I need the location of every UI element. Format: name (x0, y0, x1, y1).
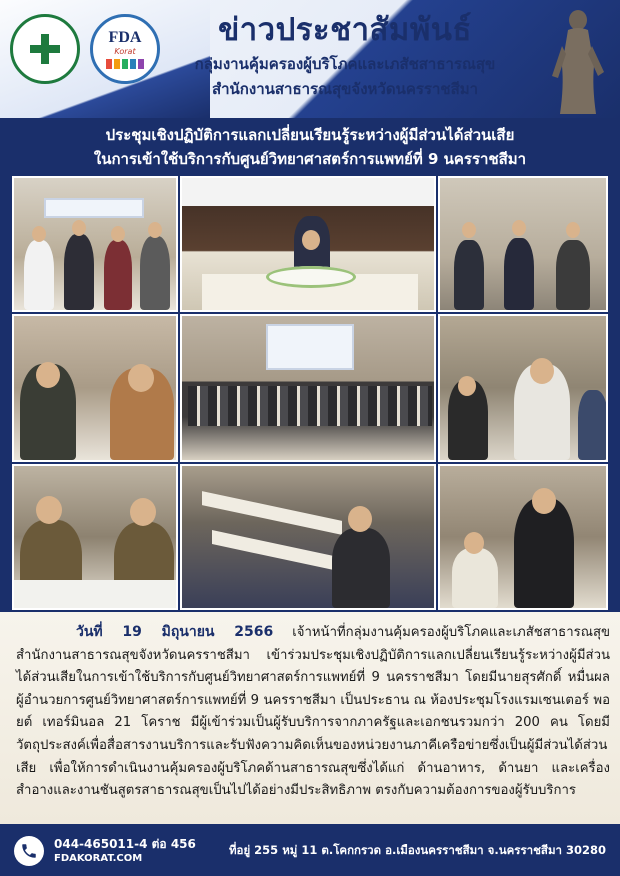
photo-attendee-speaking (12, 314, 178, 462)
photo-chairperson-speech (180, 176, 436, 312)
fda-logo-bars (106, 59, 144, 69)
fda-korat-logo: FDA Korat (90, 14, 160, 84)
news-body-text: เจ้าหน้าที่กลุ่มงานคุ้มครองผู้บริโภคและเภสัชสาธารณสุข สำนักงานสาธารณสุขจังหวัดนครราชสีมา เข้าร่วมประชุมเชิงปฏิบัติการแลกเปลี่ยนเรียนรู้ระหว่างผู้มีส่วนได้ส่วนเสียในการเข้าใช้บริการกับศูนย์วิทยาศาสตร์การแพทย์ที่ 9 นครราชสีมา โดยมีนายสุรศักดิ์ หมื่นผล ผู้อำนวยการศูนย์วิทยาศาสตร์การแพทย์ที่ 9 นครราชสีมา เป็นประธาน ณ ห้องประชุมโรงแรมเซนเตอร์ พอยต์ เทอร์มินอล 21 โคราช มีผู้เข้าร่วมเป็นผู้รับบริการจากภาครัฐและเอกชนรวมกว่า 200 คน โดยมีวัตถุประสงค์เพื่อสื่อสารงานบริการและรับฟังความคิดเห็นของหน่วยงานภาคีเครือข่ายซึ่งเป็นผู้มีส่วนได้ส่วนเสีย เพื่อให้การดำเนินงานคุ้มครองผู้บริโภคด้านสาธารณสุขซึ่งได้แก่ ด้านอาหาร, ด้านยา และเครื่องสำอางและงานชันสูตรสาธารณสุขเป็นไปได้อย่างมีประสิทธิภาพ ตรงกับความต้องการของผู้รับบริการ (16, 625, 611, 799)
news-date: วันที่ 19 มิถุนายน 2566 (76, 624, 274, 640)
photo-attendee-microphone (438, 314, 608, 462)
photo-group-stage (180, 314, 436, 462)
footer (0, 824, 620, 876)
moph-logo (10, 14, 80, 84)
photo-collage (12, 176, 608, 612)
photo-panel-discussion (438, 176, 608, 312)
page-title: ข่าวประชาสัมพันธ์ (218, 12, 472, 48)
footer-phone: 044-465011-4 ต่อ 456 (54, 837, 196, 851)
photo-award-recipients (12, 176, 178, 312)
event-title-line1: ประชุมเชิงปฏิบัติการแลกเปลี่ยนเรียนรู้ระหว่างผู้มีส่วนได้ส่วนเสีย (105, 126, 515, 144)
office-name: สำนักงานสาธารณสุขจังหวัดนครราชสีมา (211, 80, 479, 98)
photo-audience-rows (180, 464, 436, 610)
statue-icon (542, 6, 612, 114)
phone-icon (14, 836, 44, 866)
event-title (0, 118, 620, 176)
footer-contact (14, 834, 196, 868)
header-banner (0, 0, 620, 118)
medical-cross-icon (30, 34, 60, 64)
news-body-panel (0, 612, 620, 824)
department-name: กลุ่มงานคุ้มครองผู้บริโภคและเภสัชสาธารณสุข (194, 55, 496, 73)
footer-address: ที่อยู่ 255 หมู่ 11 ต.โคกกรวด อ.เมืองนครราชสีมา จ.นครราชสีมา 30280 (228, 843, 606, 857)
photo-man-microphone (438, 464, 608, 610)
photo-officers-seated (12, 464, 178, 610)
event-title-line2: ในการเข้าใช้บริการกับศูนย์วิทยาศาสตร์การแพทย์ที่ 9 นครราชสีมา (93, 150, 527, 168)
news-body (16, 621, 610, 803)
footer-website: FDAKORAT.COM (54, 853, 143, 864)
